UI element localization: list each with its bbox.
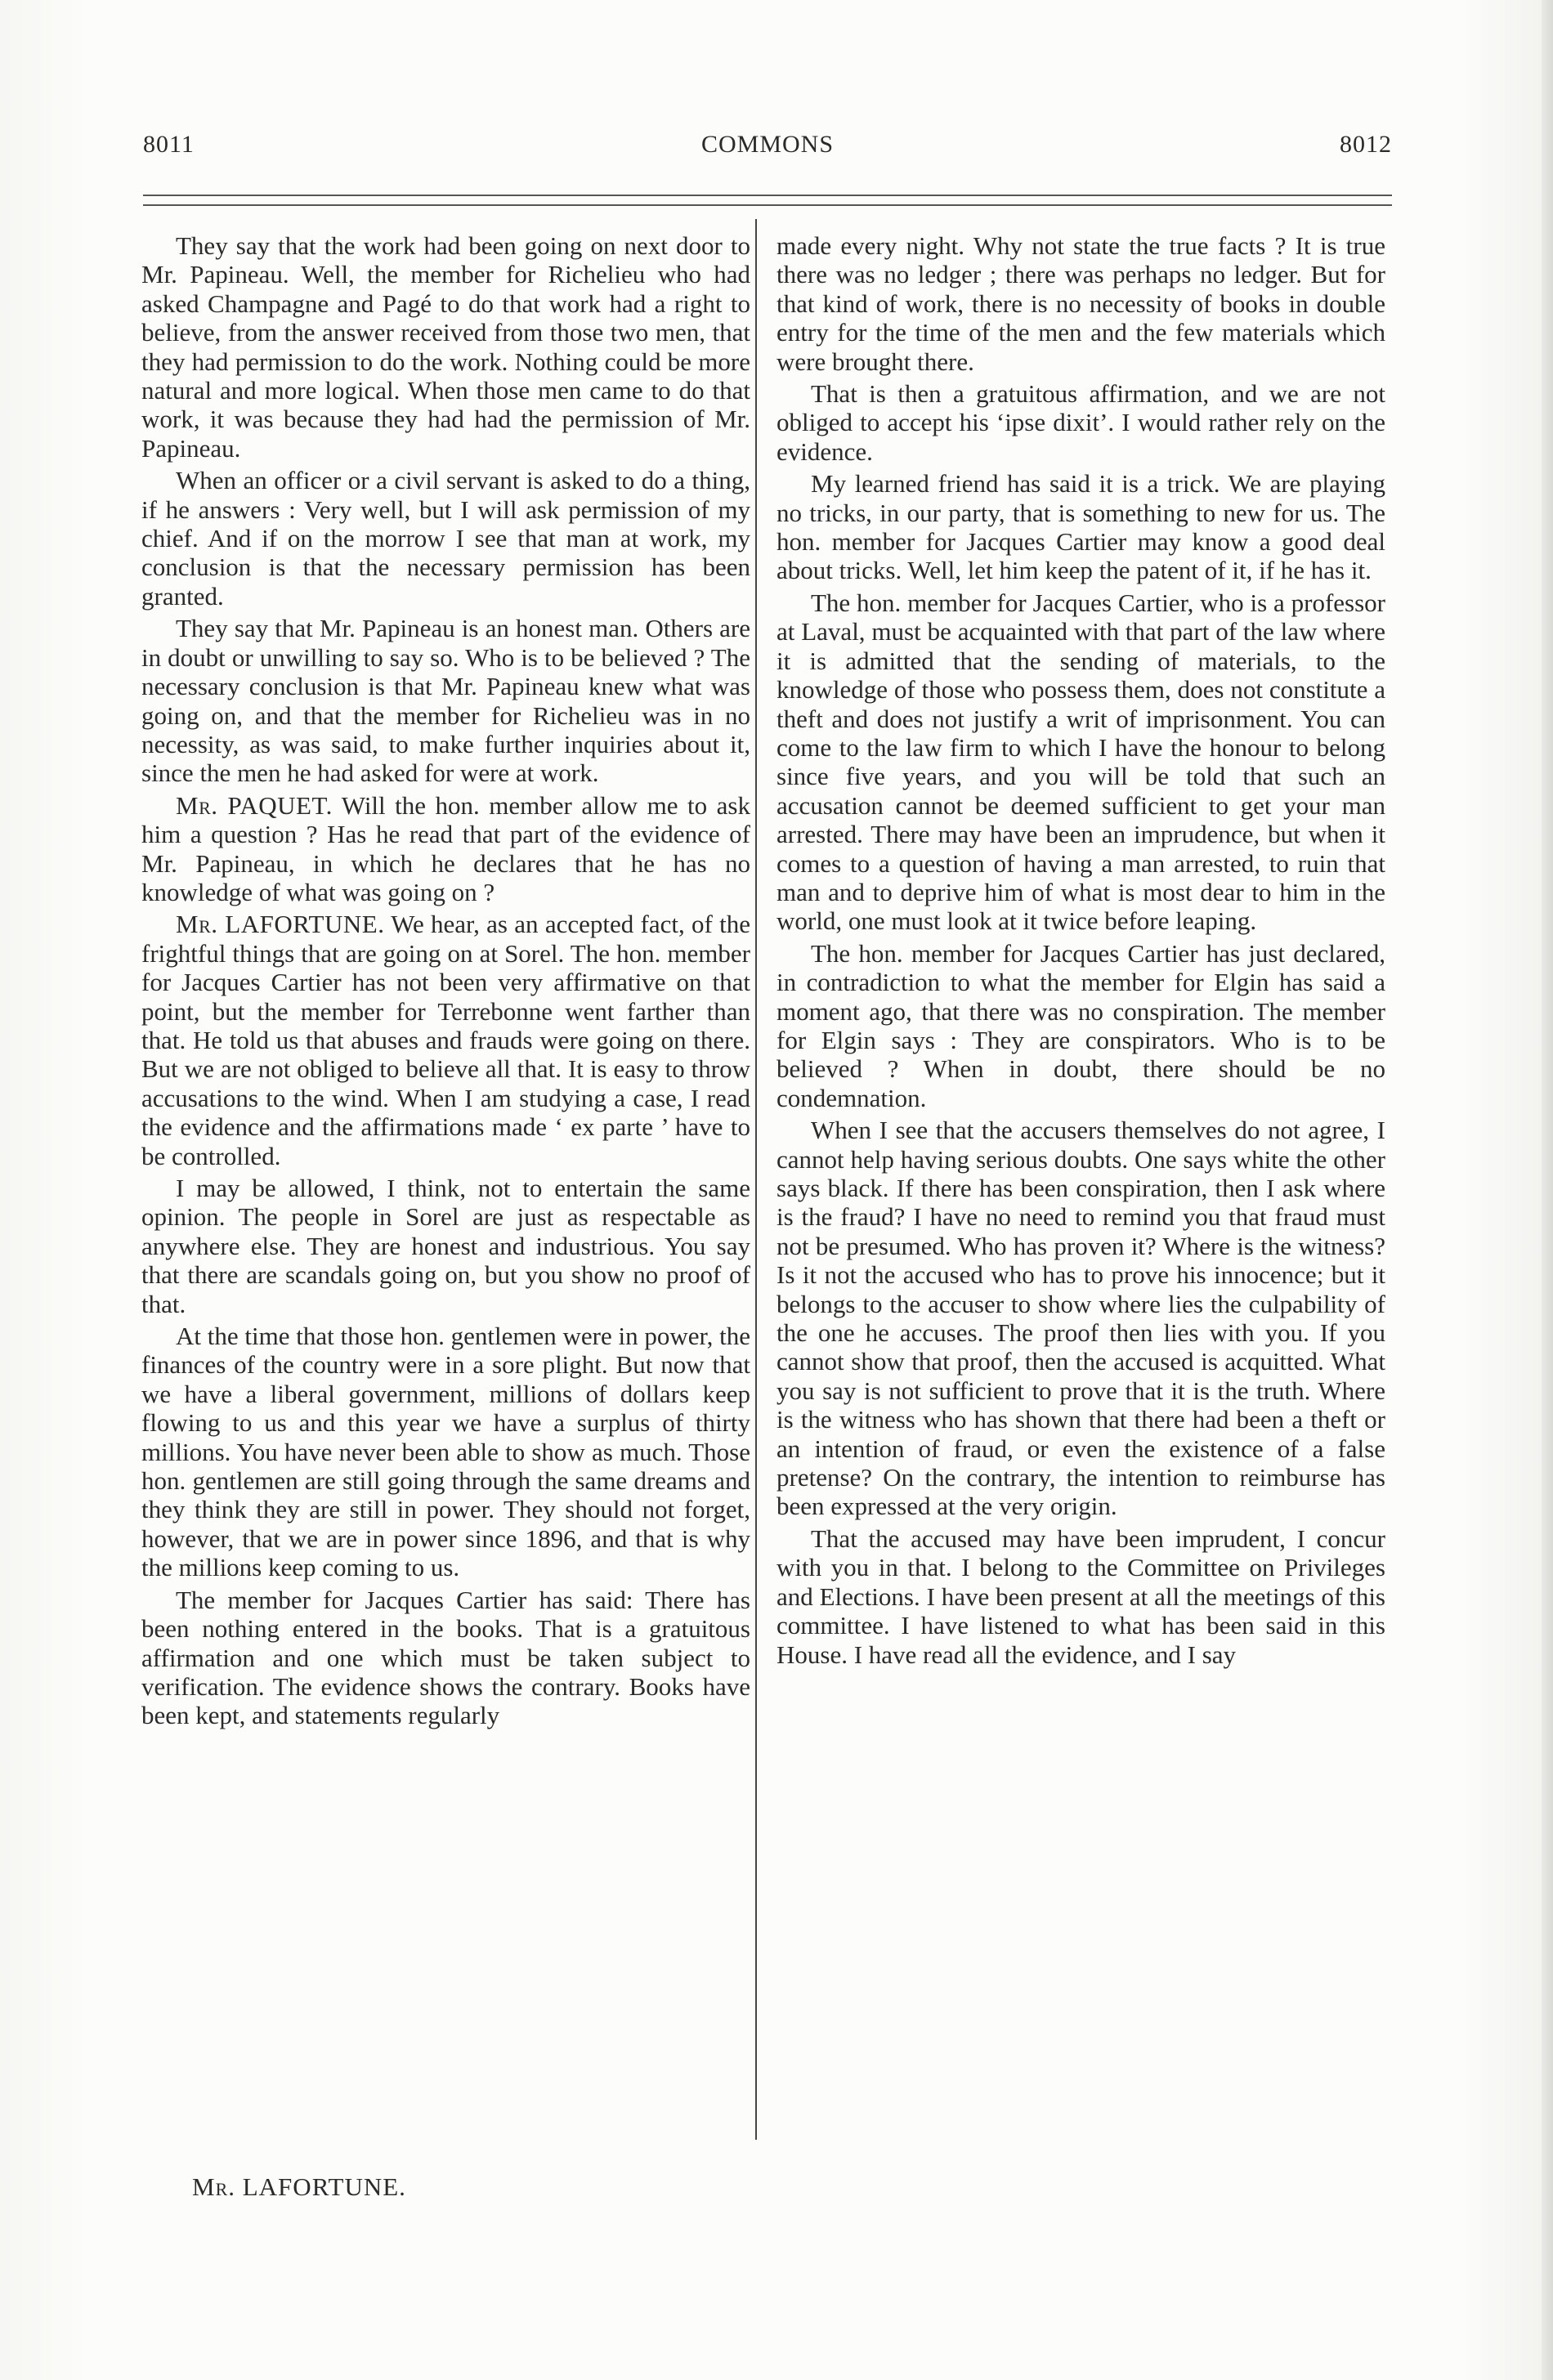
speaker-name: Mr. LAFORTUNE. — [176, 910, 385, 939]
paragraph: They say that the work had been going on next door to Mr. Papineau. Well, the member for Richelieu who had asked Champagne and Pagé to do that work had a right to believe, from the answer received from those two men, that they had permission to do the work. Nothing could be more natural and more logical. When those men came to do that work, it was because they had had the permission of Mr. Papineau. — [141, 231, 750, 463]
column-divider — [755, 219, 757, 2140]
speech-text: We hear, as an accepted fact, of the frightful things that are going on at Sorel. The hon. member for Jacques Cartier has not been very affirmative on that point, but the member for Terrebonne went farther than that. He told us that abuses and frauds were going on there. But we are not obliged to believe all that. It is easy to throw accusations to the wind. When I am studying a case, I read the evidence and the affirmations made ‘ ex parte ’ have to be controlled. — [141, 910, 750, 1170]
speaker-name: Mr. PAQUET. — [176, 790, 333, 820]
paragraph: At the time that those hon. gentlemen were in power, the finances of the country were in a sore plight. But now that we have a liberal government, millions of dollars keep flowing to us and this year we have a surplus of thirty millions. You have never been able to show as much. Those hon. gentlemen are still going through the same dreams and they think they are still in power. They should not forget, however, that we are in power since 1896, and that is why the millions keep coming to us. — [141, 1322, 750, 1582]
page-number-left: 8011 — [143, 131, 195, 158]
header-rule-top — [143, 195, 1392, 196]
paragraph: When an officer or a civil servant is asked to do a thing, if he answers : Very well, but I will ask permission of my chief. And if on the morrow I see that man at work, my conclusion is that the necessary permission has been granted. — [141, 466, 750, 611]
running-title: COMMONS — [700, 131, 835, 158]
page-edge-shadow — [1542, 0, 1553, 2380]
paragraph — [141, 910, 750, 1170]
speech-text: Will the hon. member allow me to ask him a question ? Has he read that part of the evidence of Mr. Papineau, in which he declares that he has no knowledge of what was going on ? — [141, 790, 750, 906]
footer-speaker: Mr. LAFORTUNE. — [192, 2172, 406, 2201]
paragraph: My learned friend has said it is a trick. We are playing no tricks, in our party, that is something to new for us. The hon. member for Jacques Cartier may know a good deal about tricks. Well, let him keep the patent of it, if he has it. — [776, 469, 1385, 585]
right-column — [776, 231, 1385, 1672]
paragraph: That is then a gratuitous affirmation, and we are not obliged to accept his ‘ipse dixit’. I would rather rely on the evidence. — [776, 379, 1385, 466]
header-rule-bottom — [143, 204, 1392, 206]
left-column — [141, 231, 750, 1734]
paragraph: That the accused may have been imprudent, I concur with you in that. I belong to the Committee on Privileges and Elections. I have been present at all the meetings of this committee. I have listened to what has been said in this House. I have read all the evidence, and I say — [776, 1523, 1385, 1669]
paragraph — [141, 791, 750, 907]
page-header — [143, 131, 1392, 163]
paragraph: The hon. member for Jacques Cartier has just declared, in contradiction to what the member for Elgin has said a moment ago, that there was no conspiration. The member for Elgin says : They are conspirators. Who is to be believed ? When in doubt, there should be no condemnation. — [776, 938, 1385, 1112]
paragraph: The hon. member for Jacques Cartier, who is a professor at Laval, must be acquainted with that part of the law where it is admitted that the sending of materials, to the knowledge of those who possess them, does not constitute a theft and does not justify a writ of imprisonment. You can come to the law firm to which I have the honour to belong since five years, and you will be told that such an accusation cannot be deemed sufficient to get your man arrested. There may have been an imprudence, but when it comes to a question of having a man arrested, to ruin that man and to deprive him of what is most dear to him in the world, one must look at it twice before leaping. — [776, 588, 1385, 936]
paragraph: They say that Mr. Papineau is an honest man. Others are in doubt or unwilling to say so. Who is to be believed ? The necessary conclusion is that Mr. Papineau knew what was going on, and that the member for Richelieu was in no necessity, as was said, to make further inquiries about it, since the men he had asked for were at work. — [141, 614, 750, 788]
paragraph-continued: made every night. Why not state the true facts ? It is true there was no ledger ; there was perhaps no ledger. But for that kind of work, there is no necessity of books in double entry for the time of the men and the few materials which were brought there. — [776, 231, 1385, 376]
paragraph: I may be allowed, I think, not to entertain the same opinion. The people in Sorel are just as respectable as anywhere else. They are honest and industrious. You say that there are scandals going on, but you show no proof of that. — [141, 1174, 750, 1318]
paragraph: The member for Jacques Cartier has said: There has been nothing entered in the books. That is a gratuitous affirmation and one which must be taken subject to verification. The evidence shows the contrary. Books have been kept, and statements regularly — [141, 1585, 750, 1730]
page-number-right: 8012 — [1340, 131, 1392, 158]
paragraph: When I see that the accusers themselves do not agree, I cannot help having serious doubts. One says white the other says black. If there has been conspiration, then I ask where is the fraud? I have no need to remind you that fraud must not be presumed. Who has proven it? Where is the witness? Is it not the accused who has to prove his innocence; but it belongs to the accuser to show where lies the culpability of the one he accuses. The proof then lies with you. If you cannot show that proof, then the accused is acquitted. What you say is not sufficient to prove that it is the truth. Where is the witness who has shown that there had been a theft or an intention of fraud, or even the existence of a false pretense? On the contrary, the intention to reimburse has been expressed at the very origin. — [776, 1116, 1385, 1521]
